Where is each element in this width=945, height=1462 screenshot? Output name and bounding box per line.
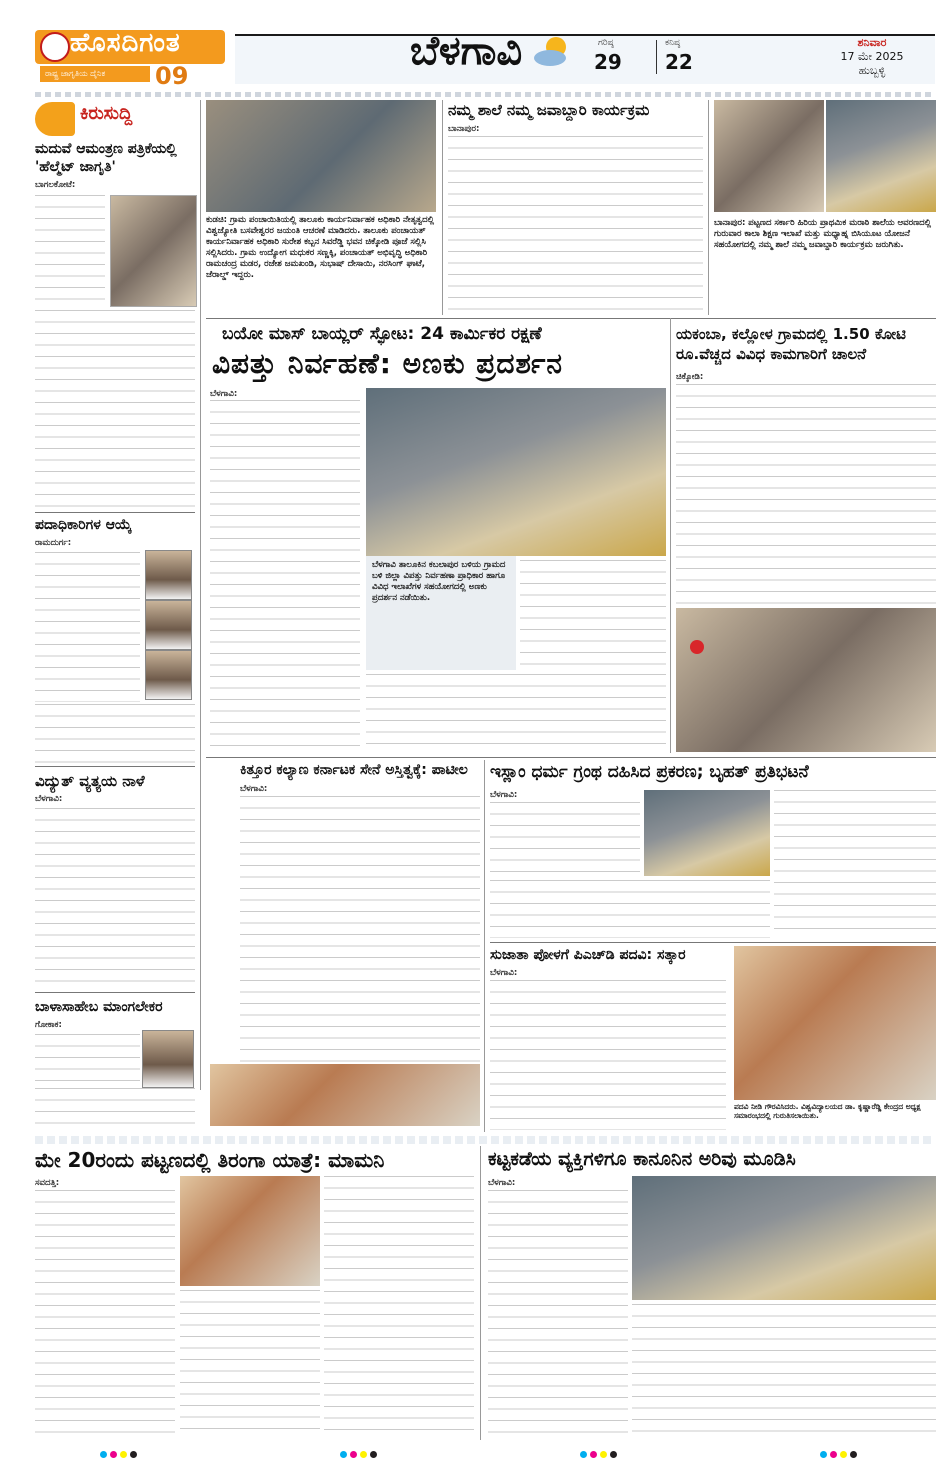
article-text (35, 195, 105, 300)
masthead (0, 0, 945, 92)
sidebar-headline: ಮದುವೆ ಆಮಂತ್ರಣ ಪತ್ರಿಕೆಯಲ್ಲಿ 'ಹೆಲ್ಮೆಟ್ ಜಾಗೃತಿ' (35, 141, 177, 175)
right-headline: ಯಕಂಬಾ, ಕಲ್ಲೋಳ ಗ್ರಾಮದಲ್ಲಿ 1.50 ಕೋಟಿ ರೂ.ವೆಚ್ಚದ ವಿವಿಧ ಕಾಮಗಾರಿಗೆ ಚಾಲನೆ (676, 325, 906, 363)
school-headline: ನಮ್ಮ ಶಾಲೆ ನಮ್ಮ ಜವಾಬ್ದಾರಿ ಕಾರ್ಯಕ್ರಮ (448, 101, 650, 119)
article-text (490, 802, 640, 874)
sidebar-headline: ವಿದ್ಯುತ್ ವ್ಯತ್ಯಯ ನಾಳೆ (35, 772, 145, 790)
law-lead: ಬೆಳಗಾವಿ: (488, 1178, 516, 1188)
kudachi-caption: ಕುಡಚಿ: ಗ್ರಾಮ ಪಂಚಾಯಿತಿಯಲ್ಲಿ ತಾಲೂಕು ಕಾರ್ಯನಿರ್ವಾಹಕ ಅಧಿಕಾರಿ ನೇತೃತ್ವದಲ್ಲಿ ವಿಶ್ವಜ್ಯೋತಿ ಬಸವೇಶ್ವರರ ಜಯಂತಿ ಆಚರಣೆ ಮಾಡಿದರು. ತಾಲೂಕು ಪಂಚಾಯತ್ ಕಾರ್ಯನಿರ್ವಾಹಕ ಅಧಿಕಾರಿ ಸುರೇಶ ಕಬ್ಬನ ಸಿವರೆಡ್ಡಿ ಭವನ ಚಿಕ್ಕೋಡಿ ಪೂಜೆ ಸಲ್ಲಿಸಿ ಸಲ್ಲಿಸಿದರು. ಗ್ರಾಮ ಉದ್ಯೋಗ ಮಧುಕರ ಸಣ್ಣಕ್ಕಿ, ಪಂಚಾಯತ್ ಅಭಿವೃದ್ಧಿ ಅಧಿಕಾರಿ ರಾಮಚಂದ್ರ ಮಡರ, ರಜೇಶ ಜಮಖಂಡಿ, ಸುಭಾಷ್ ದೇಸಾಯಿ, ನರಸಿಂಗ್ ಘಾಟೆ, ಜೆರಾಲ್ಡ್ ಇದ್ದರು. (206, 215, 435, 280)
article-text (774, 790, 936, 938)
awareness-photo (632, 1176, 936, 1300)
article-text (35, 1190, 175, 1436)
sidebar-lead: ರಾಮದುರ್ಗ: (35, 538, 72, 548)
article-text (632, 1304, 936, 1436)
school-photo-1 (714, 100, 824, 212)
article-text (520, 560, 666, 670)
school-photo-2 (826, 100, 936, 212)
article-text (35, 808, 195, 986)
right-lead: ಚಿಕ್ಕೋಡಿ: (676, 372, 704, 382)
lead-headline: ವಿಪತ್ತು ನಿರ್ವಹಣೆ: ಅಣಕು ಪ್ರದರ್ಶನ (212, 347, 563, 380)
weekday: ಶನಿವಾರ (857, 36, 887, 49)
date: 17 ಮೇ 2025 (840, 50, 904, 63)
person-photo (145, 650, 192, 700)
tiranga-headline: ಮೇ 20ರಂದು ಪಟ್ಟಣದಲ್ಲಿ ತಿರಂಗಾ ಯಾತ್ರೆ: ಮಾಮನಿ (35, 1148, 385, 1172)
person-photo (145, 550, 192, 600)
meeting-photo (180, 1176, 320, 1286)
issue-date (817, 36, 927, 78)
article-text (490, 980, 726, 1130)
temp-max-label: ಗರಿಷ್ಠ (598, 38, 614, 48)
article-text (324, 1176, 474, 1436)
hand-icon (35, 102, 75, 136)
article-text (35, 552, 140, 702)
registration-marks (100, 1443, 140, 1462)
temp-max: 29 (594, 50, 622, 74)
article-text (490, 880, 770, 938)
column-rule (200, 100, 201, 1090)
school-caption: ಬಾನಾಪುರ: ಪಟ್ಟಣದ ಸರ್ಕಾರಿ ಹಿರಿಯ ಪ್ರಾಥಮಿಕ ಮರಾಠಿ ಶಾಲೆಯ ಆವರಣದಲ್ಲಿ ಗುರುವಾರ ಕಾಲಾ ಶಿಕ್ಷಣ ಇಲಾಖೆ ಮತ್ತು ಮಧ್ಯಾಹ್ನ ಬಿಸಿಯೂಟ ಯೋಜನೆ ಸಹಯೋಗದಲ್ಲಿ ನಮ್ಮ ಶಾಲೆ ನಮ್ಮ ಜವಾಬ್ದಾರಿ ಕಾರ್ಯಕ್ರಮ ಜರುಗಿತು. (714, 218, 932, 250)
tiranga-lead: ಸವದತ್ತಿ: (35, 1178, 60, 1188)
stop-sign-icon (690, 640, 704, 654)
article-text (448, 136, 703, 314)
article-text (180, 1290, 320, 1436)
weather-icon (530, 34, 574, 68)
article-text (35, 1034, 140, 1084)
sidebar-headline: ಪದಾಧಿಕಾರಿಗಳ ಆಯ್ಕೆ (35, 517, 132, 533)
mock-drill-caption: ಬೆಳಗಾವಿ ತಾಲೂಕಿನ ಕಬಲಾಪುರ ಬಳಿಯ ಗ್ರಾಮದ ಬಳಿ ಜಿಲ್ಲಾ ವಿಪತ್ತು ನಿರ್ವಹಣಾ ಪ್ರಾಧಿಕಾರ ಹಾಗೂ ವಿವಿಧ ಇಲಾಖೆಗಳ ಸಹಯೋಗದಲ್ಲಿ ಅಣಕು ಪ್ರದರ್ಶನ ನಡೆಯಿತು. (372, 560, 506, 603)
brand-name: ಹೊಸದಿಗಂತ (70, 28, 181, 58)
brand-tagline: ರಾಷ್ಟ್ರ ಜಾಗೃತಿಯ ದೈನಿಕ (45, 69, 106, 78)
sidebar-title: ಕಿರುಸುದ್ದಿ (80, 103, 133, 124)
protest-photo (644, 790, 770, 876)
sidebar-item (35, 140, 195, 176)
inauguration-photo (676, 608, 936, 752)
brand-emblem-icon (40, 32, 70, 62)
law-headline: ಕಟ್ಟಕಡೆಯ ವ್ಯಕ್ತಿಗಳಿಗೂ ಕಾನೂನಿನ ಅರಿವು ಮೂಡಿಸಿ (488, 1148, 796, 1170)
person-photo (145, 600, 192, 650)
registration-marks (340, 1443, 380, 1462)
article-text (240, 796, 480, 1064)
felicitation-caption: ಪದವಿ ನೀಡಿ ಗೌರವಿಸಿದರು. ವಿಶ್ವವಿದ್ಯಾಲಯದ ಡಾ. ಕೃಷ್ಣಾರೆಡ್ಡಿ ಕೇಂದ್ರದ ಅಧ್ಯಕ್ಷ ಸಮಾರಂಭದಲ್ಲಿ ಗುರುತಿಸಲಾಯಿತು. (734, 1102, 921, 1120)
sidebar-lead: ಬಾಗಲಕೋಟೆ: (35, 180, 76, 190)
section-divider (35, 1136, 935, 1144)
page-number: 09 (155, 62, 189, 90)
temp-min-label: ಕನಿಷ್ಠ (665, 38, 681, 48)
school-lead: ಬಾನಾಪುರ: (448, 124, 480, 134)
article-text (35, 704, 195, 764)
article-text (676, 384, 936, 606)
place: ಹುಬ್ಬಳ್ಳಿ (858, 64, 886, 77)
person-photo (142, 1030, 194, 1088)
sidebar-lead: ಬೆಳಗಾವಿ: (35, 794, 63, 804)
temp-min: 22 (665, 50, 693, 74)
kittur-headline: ಕಿತ್ತೂರ ಕಲ್ಯಾಣ ಕರ್ನಾಟಕ ಸೇನೆ ಅಸ್ತಿತ್ವಕ್ಕೆ: ಪಾಟೀಲ (240, 762, 468, 778)
wedding-card-photo (110, 195, 197, 307)
article-text (488, 1190, 628, 1436)
kittur-lead: ಬೆಳಗಾವಿ: (240, 784, 268, 794)
sujatha-headline: ಸುಜಾತಾ ಪೋಳಗೆ ಪಿಎಚ್‌ಡಿ ಪದವಿ: ಸತ್ಕಾರ (490, 947, 686, 963)
article-text (35, 1088, 195, 1132)
edition-city: ಬೆಳಗಾವಿ (410, 28, 523, 74)
protest-lead: ಬೆಳಗಾವಿ: (490, 790, 518, 800)
mock-drill-photo (366, 388, 666, 556)
article-text (366, 674, 666, 752)
registration-marks (580, 1443, 620, 1462)
masthead-divider (35, 92, 935, 97)
sidebar-lead: ಗೋಕಾಕ: (35, 1020, 62, 1030)
registration-marks (820, 1443, 860, 1462)
felicitation-photo (734, 946, 936, 1100)
lead-kicker: ಬಯೋ ಮಾಸ್ ಬಾಯ್ಲರ್ ಸ್ಫೋಟ: 24 ಕಾರ್ಮಿಕರ ರಕ್ಷಣೆ (222, 324, 542, 344)
sujatha-lead: ಬೆಳಗಾವಿ: (490, 968, 518, 978)
protest-headline: ಇಸ್ಲಾಂ ಧರ್ಮ ಗ್ರಂಥ ದಹಿಸಿದ ಪ್ರಕರಣ; ಬೃಹತ್ ಪ್ರತಿಭಟನೆ (490, 762, 809, 782)
press-meet-photo (210, 1064, 480, 1126)
article-text (210, 400, 360, 752)
kudachi-photo (206, 100, 436, 212)
lead-lead: ಬೆಳಗಾವಿ: (210, 389, 238, 399)
sidebar-headline: ಬಾಳಾಸಾಹೇಬ ಮಾಂಗಲೇಕರ (35, 999, 163, 1015)
article-text (35, 310, 195, 510)
